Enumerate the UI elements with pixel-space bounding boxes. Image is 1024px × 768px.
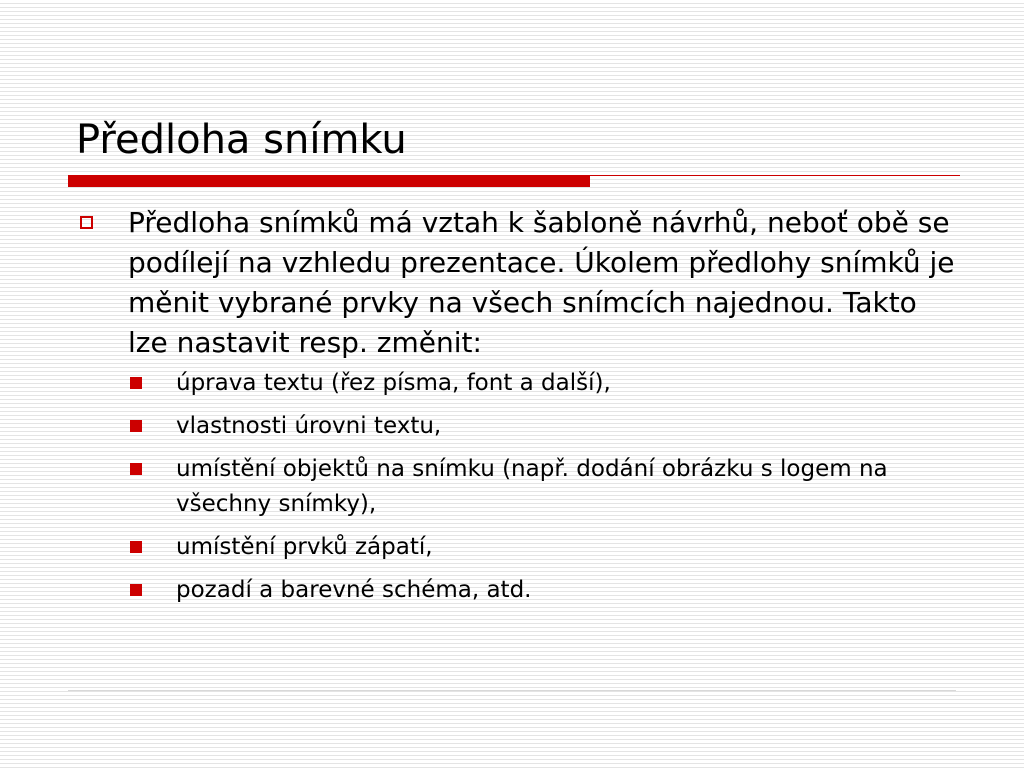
title-underline-line [590,175,960,176]
sub-bullet-text: umístění objektů na snímku (např. dodání obrázku s logem na všechny snímky), [176,456,888,517]
filled-square-bullet-icon [130,584,142,596]
sub-bullet-point [78,409,958,444]
filled-square-bullet-icon [130,377,142,389]
hollow-square-bullet-icon [80,216,93,229]
slide-title: Předloha snímku [76,117,407,163]
title-underline-bar [68,175,590,187]
main-bullet-text: Předloha snímků má vztah k šabloně návrhů, neboť obě se podílejí na vzhledu prezentace. Úkolem předlohy snímků je měnit vybrané prvky na všech snímcích najednou. Takto lze nastavit resp. změnit: [128,206,955,359]
slide-content [78,203,958,616]
sub-bullet-point [78,452,958,522]
sub-bullet-text: umístění prvků zápatí, [176,534,433,560]
filled-square-bullet-icon [130,420,142,432]
sub-bullet-point [78,573,958,608]
sub-bullet-point [78,366,958,401]
sub-bullet-point [78,530,958,565]
sub-bullet-list [78,366,958,608]
main-bullet-point [78,203,958,363]
footer-divider [68,690,956,691]
sub-bullet-text: úprava textu (řez písma, font a další), [176,370,611,396]
sub-bullet-text: pozadí a barevné schéma, atd. [176,577,532,603]
sub-bullet-text: vlastnosti úrovni textu, [176,413,442,439]
filled-square-bullet-icon [130,541,142,553]
filled-square-bullet-icon [130,463,142,475]
